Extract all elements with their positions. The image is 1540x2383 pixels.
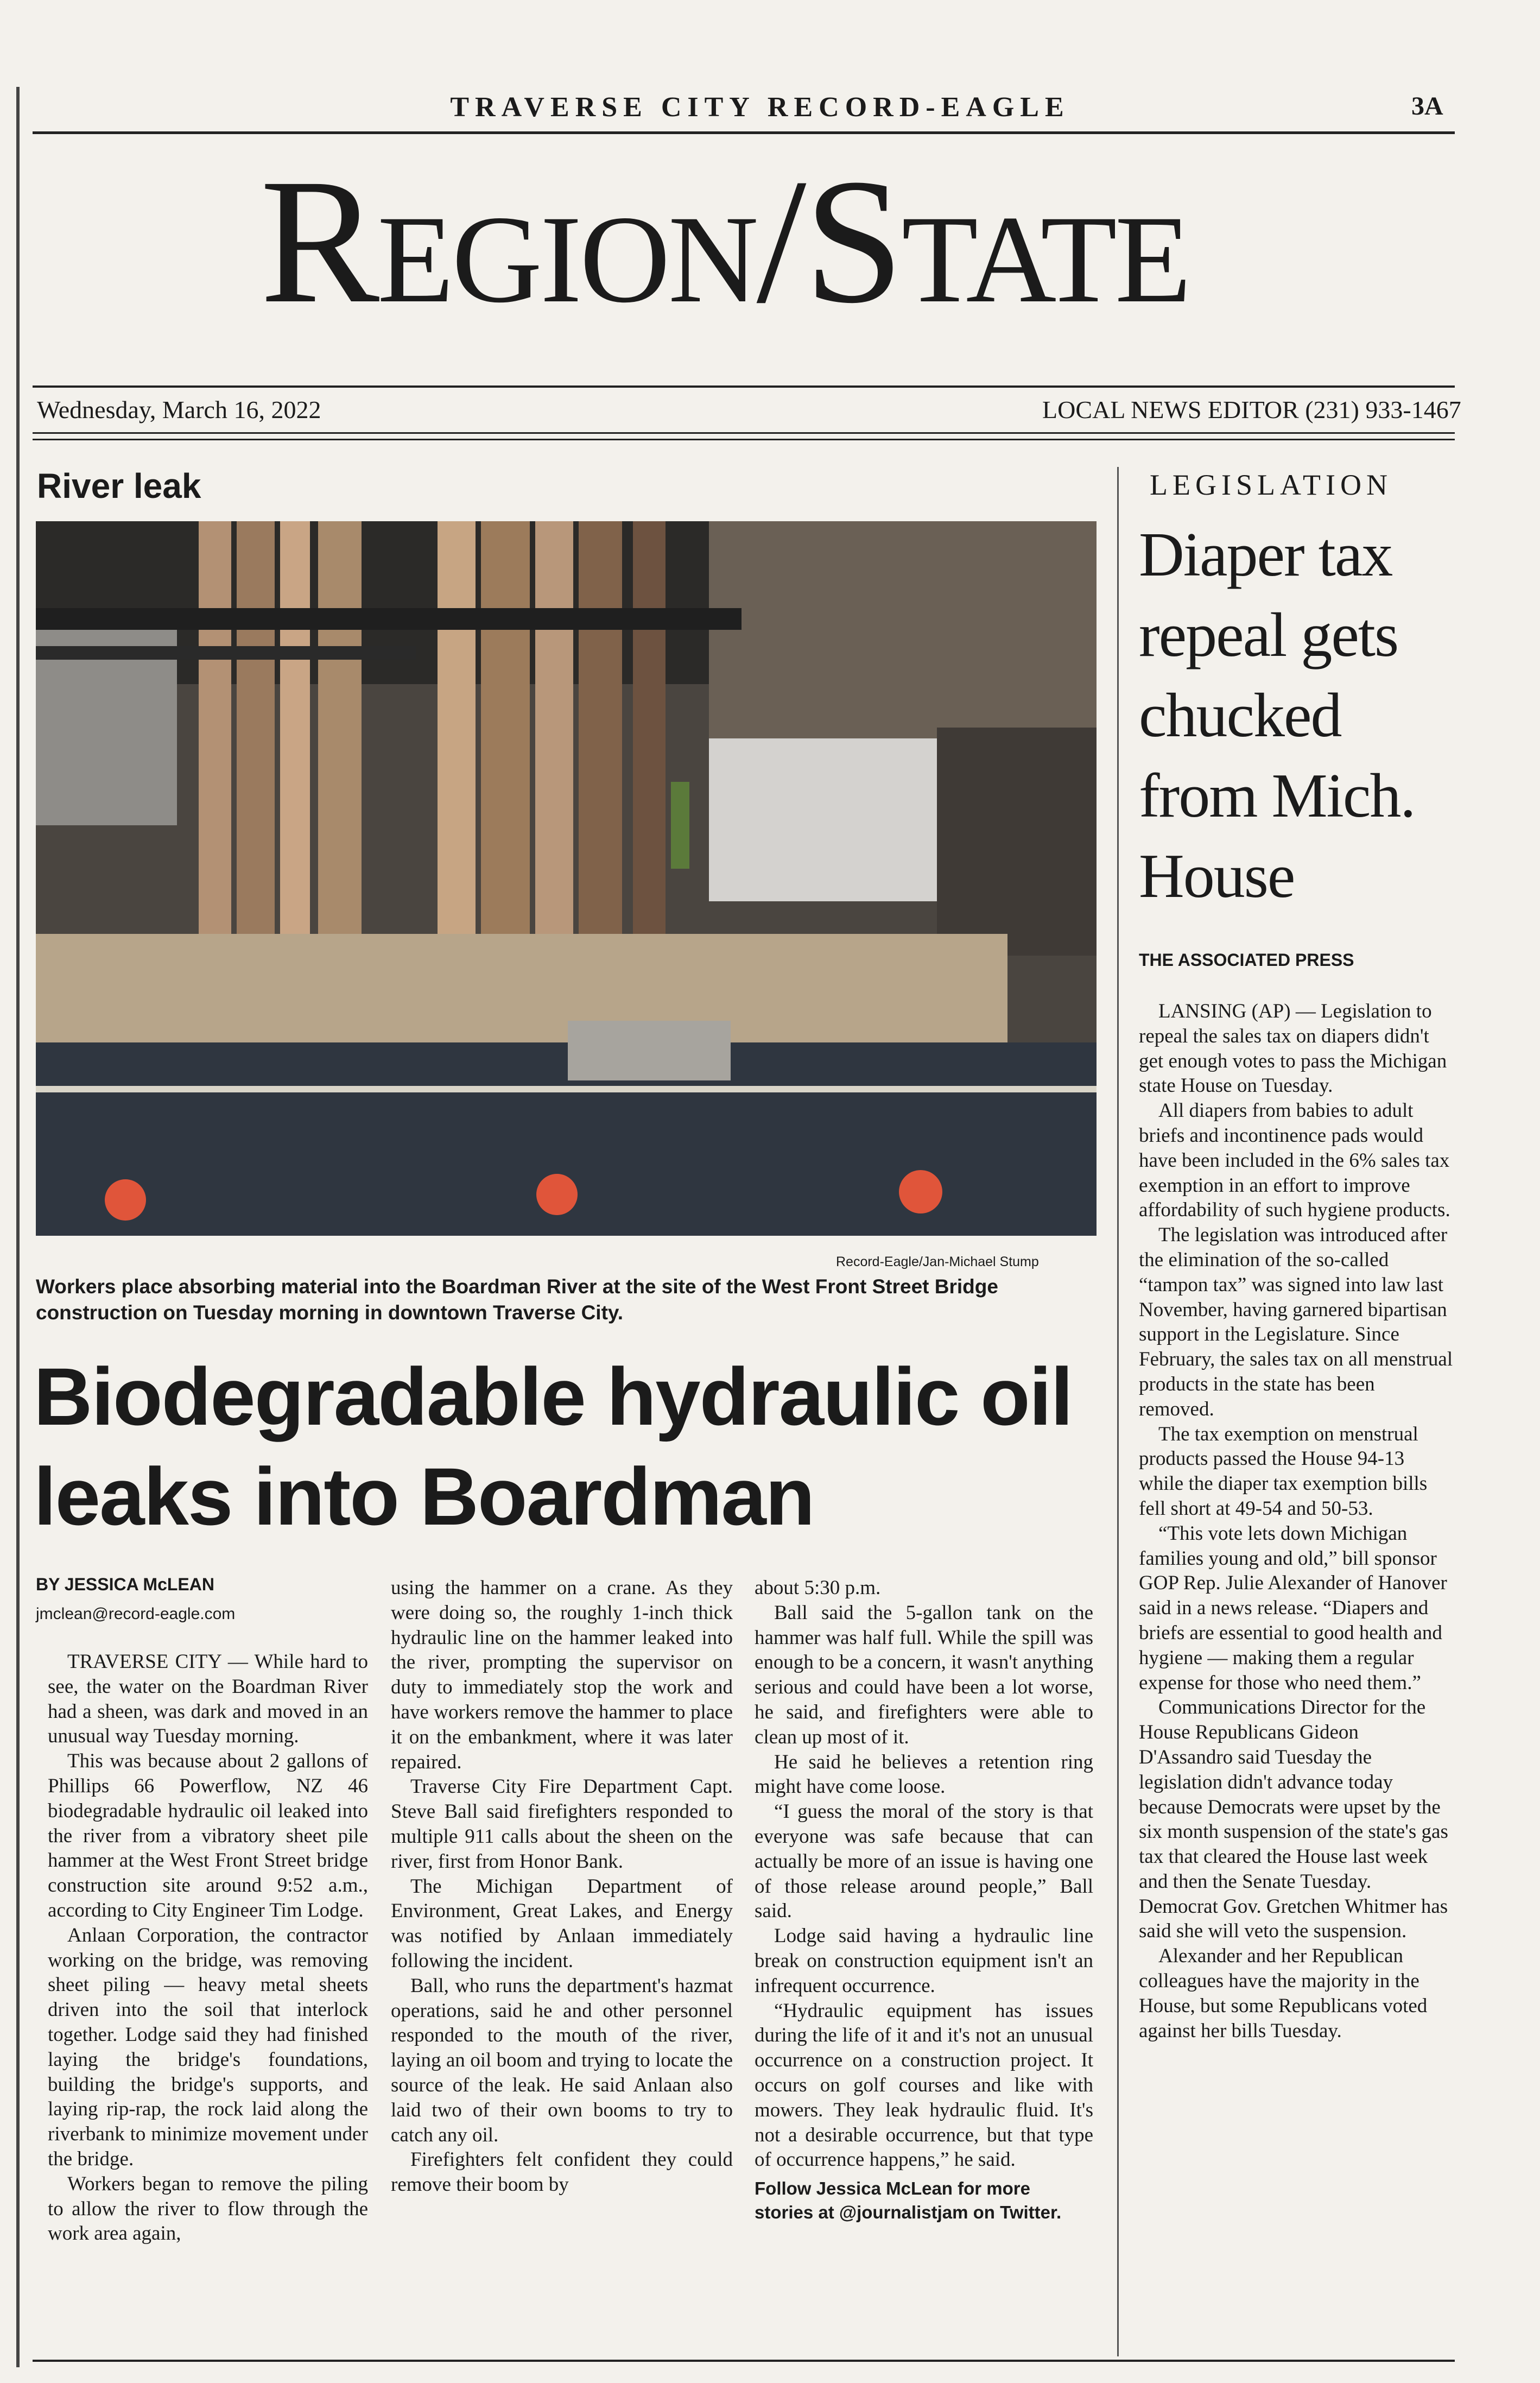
- paragraph: Ball said the 5-gallon tank on the hammer was half full. While the spill was enough to be a concern, it wasn't anything serious and could have been a lot worse, he said, and firefighters were able to clean up most of it.: [755, 1601, 1093, 1748]
- paper-name: TRAVERSE CITY RECORD-EAGLE: [450, 92, 1070, 123]
- paragraph: TRAVERSE CITY — While hard to see, the water on the Boardman River had a sheen, was dark and moved in an unusual way Tuesday morning.: [48, 1651, 368, 1748]
- paragraph: Communications Director for the House Republicans Gideon D'Assandro said Tuesday the legislation didn't advance today because Democrats were upset by the six month suspension of the state's gas tax that cleared the House last week and then the Senate Tuesday. Democrat Gov. Gretchen Whitmer has said she will veto the suspension.: [1139, 1696, 1448, 1943]
- byline: BY JESSICA McLEAN: [36, 1575, 214, 1594]
- main-headline: Biodegradable hydraulic oil leaks into Boardman: [34, 1351, 1073, 1542]
- sidebar-article-column: [1139, 999, 1454, 2043]
- paragraph: using the hammer on a crane. As they were doing so, the roughly 1-inch thick hydraulic line on the hammer leaked into the river, prompting the supervisor on duty to immediately stop the work and have workers remove the hammer to place it on the embankment, where it was later repaired.: [391, 1577, 733, 1773]
- date-line: Wednesday, March 16, 2022: [37, 396, 321, 423]
- page-number: 3A: [1411, 92, 1443, 121]
- date-rule-bottom-2: [33, 439, 1455, 440]
- masthead-rule: [33, 131, 1455, 134]
- paragraph: Workers began to remove the piling to allow the river to flow through the work area again,: [48, 2172, 368, 2245]
- photo-caption: Workers place absorbing material into the Boardman River at the site of the West Front Street Bridge construction on Tuesday morning in downtown Traverse City.: [36, 1275, 998, 1324]
- date-rule-bottom: [33, 432, 1455, 434]
- paragraph: Ball, who runs the department's hazmat operations, said he and other personnel responded to the mouth of the river, laying an oil boom and trying to locate the source of the leak. He said Anlaan also laid two of their own booms to try to catch any oil.: [391, 1974, 733, 2146]
- paragraph: The legislation was introduced after the elimination of the so-called “tampon tax” was signed into law last November, having garnered bipartisan support in the Legislature. Since February, the sales tax on all menstrual products in the state has been removed.: [1139, 1224, 1453, 1420]
- author-email: jmclean@record-eagle.com: [36, 1605, 236, 1623]
- paragraph: “This vote lets down Michigan families young and old,” bill sponsor GOP Rep. Julie Alexander of Hanover said in a news release. “Diapers and briefs are essential to good health and hygiene — making them a regular expense for those who need them.”: [1139, 1522, 1447, 1694]
- page-edge-line: [16, 87, 20, 2367]
- paragraph: The tax exemption on menstrual products passed the House 94-13 while the diaper tax exemption bills fell short at 49-54 and 50-53.: [1139, 1423, 1428, 1520]
- paragraph: about 5:30 p.m.: [755, 1577, 881, 1599]
- paragraph: Anlaan Corporation, the contractor working on the bridge, was removing sheet piling — heavy metal sheets driven into the soil that interlock together. Lodge said they had finished laying the bridge's foundations, building the bridge's supports, and laying rip-rap, the rock laid along the riverbank to minimize movement under the bridge.: [48, 1924, 368, 2170]
- sidebar-byline: THE ASSOCIATED PRESS: [1139, 950, 1354, 970]
- article-column-1: [48, 1649, 368, 2246]
- column-divider: [1117, 467, 1119, 2356]
- paragraph: Traverse City Fire Department Capt. Steve Ball said firefighters responded to multiple 911 calls about the sheen on the river, first from Honor Bank.: [391, 1775, 733, 1873]
- river-construction-photo: [36, 521, 1097, 1236]
- paragraph: Lodge said having a hydraulic line break on construction equipment isn't an infrequent occurrence.: [755, 1925, 1093, 1997]
- article-column-3: [755, 1576, 1093, 2224]
- author-twitter-tagline: Follow Jessica McLean for more stories at @journalistjam on Twitter.: [755, 2178, 1062, 2223]
- article-column-2: [391, 1576, 733, 2197]
- paragraph: He said he believes a retention ring might have come loose.: [755, 1750, 1093, 1798]
- paragraph: LANSING (AP) — Legislation to repeal the sales tax on diapers didn't get enough votes to pass the Michigan state House on Tuesday.: [1139, 1000, 1447, 1097]
- sidebar-kicker: LEGISLATION: [1150, 469, 1392, 501]
- paragraph: The Michigan Department of Environment, Great Lakes, and Energy was notified by Anlaan immediately following the incident.: [391, 1875, 733, 1972]
- paragraph: “I guess the moral of the story is that everyone was safe because that can actually be more of an issue is having one of those release around people,” Ball said.: [755, 1800, 1093, 1923]
- paragraph: Firefighters felt confident they could remove their boom by: [391, 2148, 733, 2196]
- section-title: Region/State: [260, 142, 1189, 340]
- photo-illustration: [36, 521, 1097, 1236]
- paragraph: Alexander and her Republican colleagues have the majority in the House, but some Republicans voted against her bills Tuesday.: [1139, 1945, 1428, 2042]
- paragraph: All diapers from babies to adult briefs and incontinence pads would have been included in the 6% sales tax exemption in an effort to improve affordability of such hygiene products.: [1139, 1099, 1450, 1222]
- date-rule-top: [33, 385, 1455, 388]
- bottom-rule: [33, 2360, 1455, 2362]
- editor-contact: LOCAL NEWS EDITOR (231) 933-1467: [1042, 396, 1461, 423]
- story-kicker: River leak: [37, 466, 201, 505]
- paragraph: “Hydraulic equipment has issues during the life of it and it's not an unusual occurrence on a construction project. It occurs on golf courses and like with mowers. They leak hydraulic fluid. It's not a desirable occurrence, but that type of occurrence happens,” he said.: [755, 1999, 1093, 2171]
- photo-credit: Record-Eagle/Jan-Michael Stump: [836, 1254, 1039, 1269]
- paragraph: This was because about 2 gallons of Phillips 66 Powerflow, NZ 46 biodegradable hydraulic oil leaked into the river from a vibratory sheet pile hammer at the West Front Street bridge construction site around 9:52 a.m., according to City Engineer Tim Lodge.: [48, 1750, 368, 1921]
- sidebar-headline: Diaper tax repeal gets chucked from Mich. House: [1139, 520, 1415, 911]
